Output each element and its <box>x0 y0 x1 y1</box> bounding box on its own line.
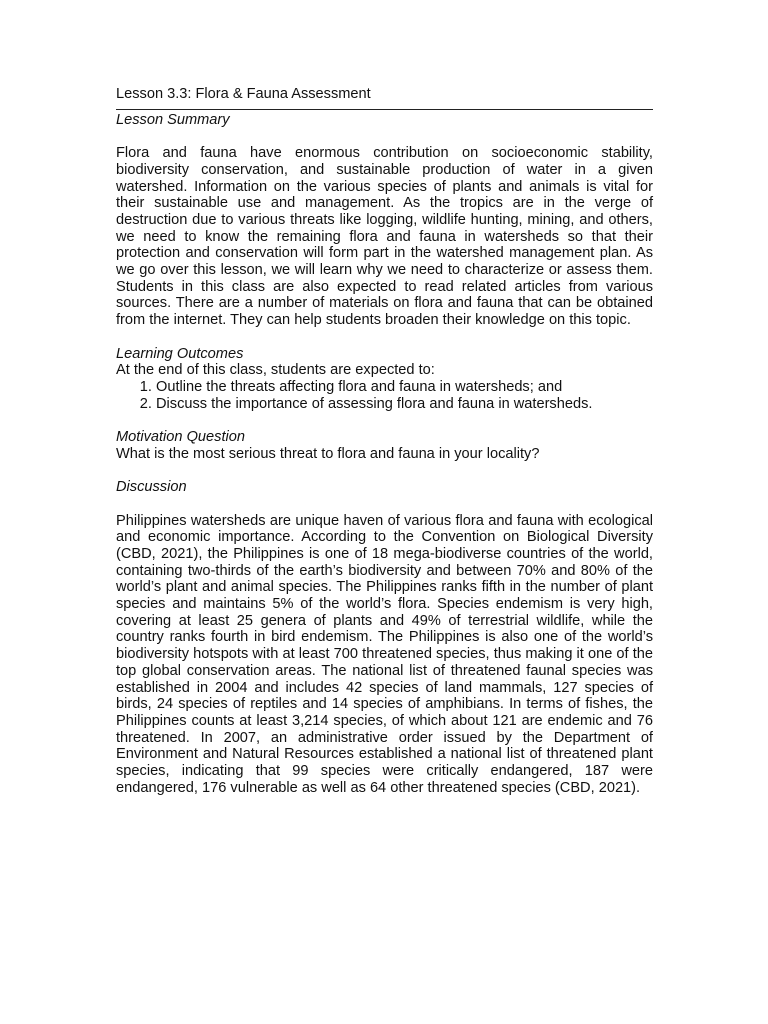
outcomes-list <box>116 379 653 412</box>
outcome-item: 2. Discuss the importance of assessing flora and fauna in watersheds. <box>156 396 653 413</box>
summary-heading: Lesson Summary <box>116 111 230 128</box>
outcomes-intro: At the end of this class, students are expected to: <box>116 362 435 379</box>
lesson-title: Lesson 3.3: Flora & Fauna Assessment <box>116 86 371 102</box>
document-page <box>116 86 653 796</box>
motivation-heading: Motivation Question <box>116 429 245 446</box>
title-divider <box>116 109 653 110</box>
summary-paragraph: Flora and fauna have enormous contribution on socioeconomic stability, biodiversity conservation, and sustainable production of water in a given watershed. Information on the various species of plants and animals is vital for their sustainable use and management. As the tropics are in the verge of destruction due to various threats like logging, wildlife hunting, mining, and others, we need to know the remaining flora and fauna in watersheds so that their protection and conservation will form part in the watershed management plan. As we go over this lesson, we will learn why we need to characterize or assess them. Students in this class are also expected to read related articles from various sources. There are a number of materials on flora and fauna that can be obtained from the internet. They can help students broaden their knowledge on this topic. <box>116 145 653 329</box>
discussion-heading: Discussion <box>116 479 187 496</box>
outcomes-heading: Learning Outcomes <box>116 345 244 362</box>
motivation-question: What is the most serious threat to flora and fauna in your locality? <box>116 445 540 462</box>
discussion-paragraph: Philippines watersheds are unique haven of various flora and fauna with ecological and economic importance. According to the Convention on Biological Diversity (CBD, 2021), the Philippines is one of 18 mega-biodiverse countries of the world, containing two-thirds of the earth’s biodiversity and between 70% and 80% of the world’s plant and animal species. The Philippines ranks fifth in the number of plant species and maintains 5% of the world’s flora. Species endemism is very high, covering at least 25 genera of plants and 49% of terrestrial wildlife, while the country ranks fourth in bird endemism. The Philippines is also one of the world’s biodiversity hotspots with at least 700 threatened species, thus making it one of the top global conservation areas. The national list of threatened faunal species was established in 2004 and includes 42 species of land mammals, 127 species of birds, 24 species of reptiles and 14 species of amphibians. In terms of fishes, the Philippines counts at least 3,214 species, of which about 121 are endemic and 76 threatened. In 2007, an administrative order issued by the Department of Environment and Natural Resources established a national list of threatened plant species, indicating that 99 species were critically endangered, 187 were endangered, 176 vulnerable as well as 64 other threatened species (CBD, 2021). <box>116 512 653 796</box>
outcome-item: 1. Outline the threats affecting flora and fauna in watersheds; and <box>156 379 653 396</box>
